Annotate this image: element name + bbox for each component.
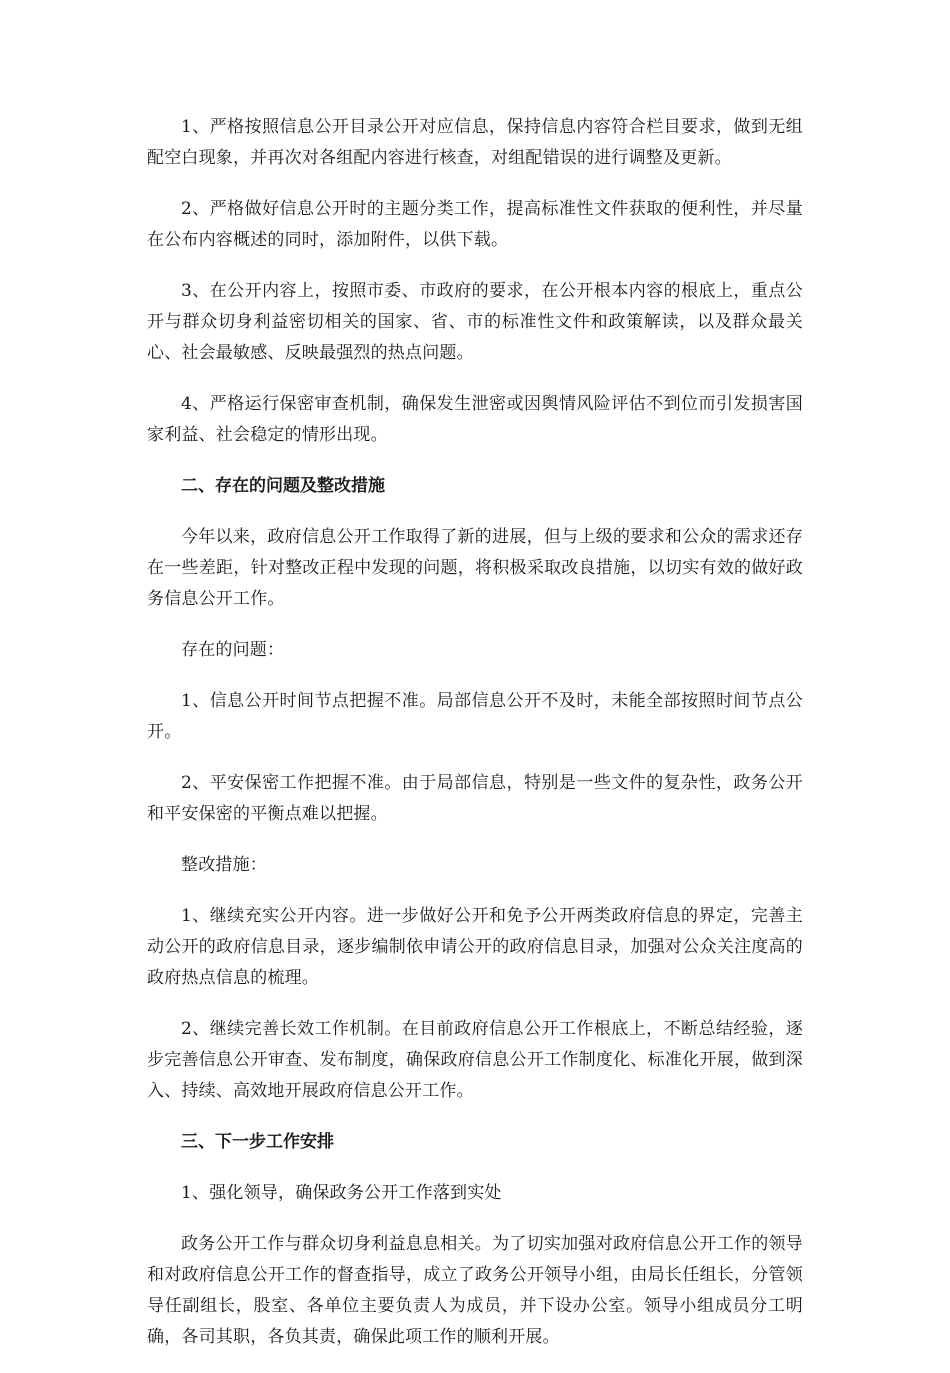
document-body xyxy=(147,112,803,1373)
section-heading-problems: 二、存在的问题及整改措施 xyxy=(181,476,385,496)
paragraph: 今年以来，政府信息公开工作取得了新的进展，但与上级的要求和公众的需求还存在一些差距，针对整改正程中发现的问题，将积极采取改良措施，以切实有效的做好政务信息公开工作。 xyxy=(147,527,803,609)
paragraph: 4、严格运行保密审查机制，确保发生泄密或因舆情风险评估不到位而引发损害国家利益、社会稳定的情形出现。 xyxy=(147,394,803,445)
paragraph: 2、严格做好信息公开时的主题分类工作，提高标准性文件获取的便利性，并尽量在公布内容概述的同时，添加附件，以供下载。 xyxy=(147,199,803,250)
paragraph: 存在的问题： xyxy=(181,640,285,660)
section-heading-next-steps: 三、下一步工作安排 xyxy=(181,1132,334,1152)
paragraph: 3、在公开内容上，按照市委、市政府的要求，在公开根本内容的根底上，重点公开与群众切身利益密切相关的国家、省、市的标准性文件和政策解读，以及群众最关心、社会最敏感、反映最强烈的热点问题。 xyxy=(147,281,803,363)
paragraph: 政务公开工作与群众切身利益息息相关。为了切实加强对政府信息公开工作的领导和对政府信息公开工作的督查指导，成立了政务公开领导小组，由局长任组长，分管领导任副组长，股室、各单位主要负责人为成员，并下设办公室。领导小组成员分工明确，各司其职，各负其责，确保此项工作的顺利开展。 xyxy=(147,1234,803,1347)
paragraph: 整改措施： xyxy=(181,855,267,875)
paragraph: 2、继续完善长效工作机制。在目前政府信息公开工作根底上，不断总结经验，逐步完善信息公开审查、发布制度，确保政府信息公开工作制度化、标准化开展，做到深入、持续、高效地开展政府信息公开工作。 xyxy=(147,1019,803,1101)
paragraph: 2、平安保密工作把握不准。由于局部信息，特别是一些文件的复杂性，政务公开和平安保密的平衡点难以把握。 xyxy=(147,773,803,824)
paragraph: 1、强化领导，确保政务公开工作落到实处 xyxy=(181,1183,502,1203)
paragraph: 1、继续充实公开内容。进一步做好公开和免予公开两类政府信息的界定，完善主动公开的政府信息目录，逐步编制依申请公开的政府信息目录，加强对公众关注度高的政府热点信息的梳理。 xyxy=(147,906,803,988)
paragraph: 1、信息公开时间节点把握不准。局部信息公开不及时，未能全部按照时间节点公开。 xyxy=(147,691,803,742)
paragraph: 1、严格按照信息公开目录公开对应信息，保持信息内容符合栏目要求，做到无组配空白现象，并再次对各组配内容进行核查，对组配错误的进行调整及更新。 xyxy=(147,117,803,168)
